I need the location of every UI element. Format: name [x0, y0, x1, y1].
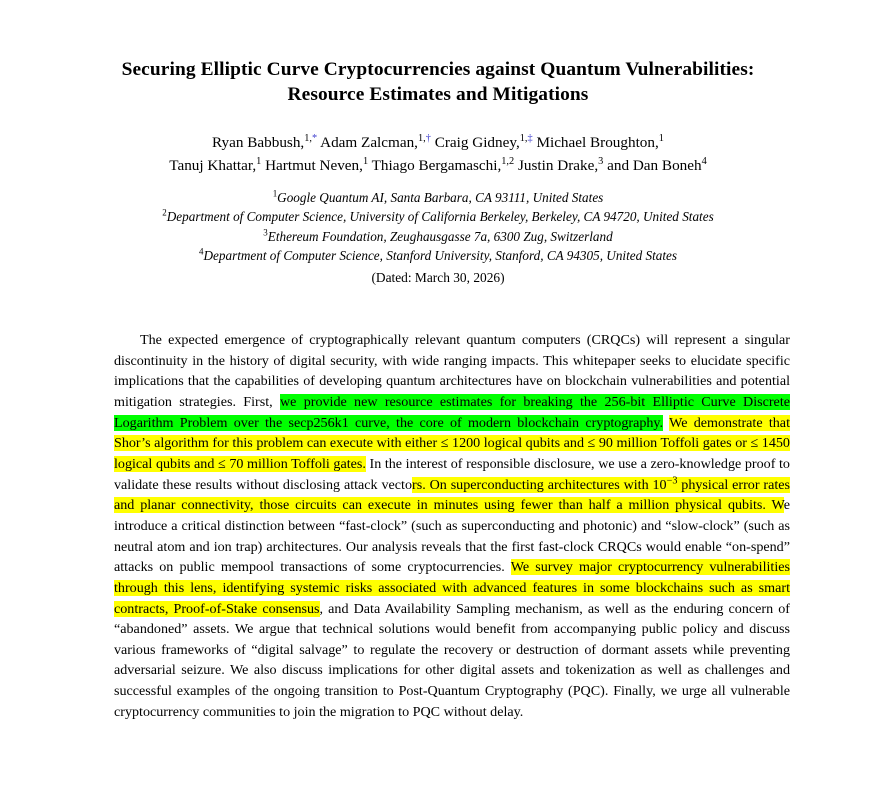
- abstract-segment-4: , and Data Availability Sampling mechanism, as well as the enduring concern of “abandoned” assets. We argue that technical solutions would benefit from accompanying public policy and discuss various frameworks of “digital salvage” to regulate the recovery or destruction of dormant assets while preventing adversarial seizure. We also discuss implications for other digital assets and tokenization as well as challenges and successful examples of the ongoing transition to Post-Quantum Cryptography (PQC). Finally, we urge all vulnerable cryptocurrency communities to join the migration to PQC without delay.: [114, 600, 790, 720]
- hl-text: rs. On superconducting architectures with 10: [412, 476, 667, 493]
- affiliation-text: Department of Computer Science, University of California Berkeley, Berkeley, CA 94720, United States: [166, 209, 714, 225]
- author-affil-sup: 4: [701, 155, 707, 167]
- title-block: [0, 0, 876, 108]
- author-name: Justin Drake,: [517, 156, 599, 174]
- affiliation-item: [18, 227, 858, 246]
- affiliation-text: Ethereum Foundation, Zeughausgasse 7a, 6300 Zug, Switzerland: [267, 228, 613, 244]
- author-affil-sup: 1: [658, 132, 664, 144]
- footnote-marker-asterisk[interactable]: *: [311, 132, 318, 144]
- highlight-green-resource-estimates: we provide new resource estimates for breaking the 256-bit Elliptic Curve Discrete Logarithm Problem over the secp256k1 curve, the core of modern blockchain cryptography.: [114, 394, 790, 431]
- author-entry: [169, 157, 261, 174]
- title-line-1: Securing Elliptic Curve Cryptocurrencies against Quantum Vulnerabilities:: [121, 59, 755, 80]
- author-name: and Dan Boneh: [607, 156, 702, 174]
- affiliation-item: [18, 246, 858, 265]
- author-entry: [372, 157, 515, 174]
- affiliation-index: 4: [199, 246, 204, 257]
- footnote-marker-double-dagger[interactable]: ‡: [527, 132, 533, 144]
- affiliation-index: 3: [263, 227, 268, 238]
- author-entry: [265, 157, 368, 174]
- affiliation-list: [0, 177, 876, 288]
- hl-text: 1200 logical qubits and: [448, 435, 588, 452]
- author-affil-sup: 1,2: [501, 155, 515, 167]
- author-affil-sup: 1: [362, 155, 369, 167]
- hl-text: physical error rates and planar connectivity, those circuits can execute in minutes using fewer than half a million physical qubits. W: [114, 476, 790, 514]
- page-title: [68, 58, 808, 108]
- author-affil-sup: 1: [256, 155, 262, 167]
- author-list: [0, 108, 876, 177]
- affiliation-text: Department of Computer Science, Stanford University, Stanford, CA 94305, United States: [203, 248, 677, 264]
- affiliation-index: 1: [272, 188, 278, 199]
- author-name: Thiago Bergamaschi,: [371, 156, 502, 174]
- author-entry: [518, 157, 603, 174]
- less-equal-symbol: ≤: [750, 435, 759, 452]
- author-affil-sup: 1,: [417, 132, 426, 144]
- author-name: Hartmut Neven,: [265, 156, 363, 174]
- exponent-minus-three: −3: [666, 474, 678, 486]
- abstract-segment-1: The expected emergence of cryptographically relevant quantum computers (CRQCs) will represent a singular discontinuity in the history of digital security, with wide ranging impacts. This whitepaper seeks to elucidate specific implications that the capabilities of developing quantum architectures have on blockchain vulnerabilities and potential mitigation strategies. First,: [114, 332, 790, 411]
- author-entry: [536, 134, 664, 151]
- affiliation-text: Google Quantum AI, Santa Barbara, CA 93111, United States: [277, 189, 604, 205]
- author-name: Michael Broughton,: [536, 133, 659, 151]
- hl-text: 1450 logical qubits and: [114, 435, 790, 473]
- hl-text: 70 million Toffoli gates.: [225, 456, 366, 473]
- author-affil-sup: 3: [598, 155, 604, 167]
- affiliation-item: [18, 207, 858, 226]
- author-name: Tanuj Khattar,: [169, 156, 257, 174]
- author-affil-sup: 1,: [304, 132, 312, 144]
- affiliation-item: [18, 188, 858, 207]
- abstract-segment-3: e introduce a critical distinction between “fast-clock” (such as superconducting and photonic) and “slow-clock” (such as neutral atom and ion trap) architectures. Our analysis reveals that the first fast-clock CRQCs would enable “on-spend” attacks on public mempool transactions of some cryptocurrencies.: [114, 497, 790, 576]
- author-line-1: [40, 131, 836, 154]
- less-equal-symbol: ≤: [587, 435, 596, 452]
- abstract-paragraph: [114, 330, 790, 722]
- affiliation-index: 2: [162, 207, 167, 218]
- date-line: (Dated: March 30, 2026): [371, 270, 505, 286]
- author-name: Craig Gidney,: [434, 133, 520, 151]
- abstract-segment-2: In the interest of responsible disclosure, we use a zero-knowledge proof to validate these results without disclosing attack vecto: [114, 456, 790, 493]
- author-affil-sup: 1,: [519, 132, 528, 144]
- abstract-block: [0, 288, 876, 722]
- footnote-marker-dagger[interactable]: †: [425, 132, 431, 144]
- author-entry: [435, 134, 533, 151]
- author-name: Ryan Babbush,: [212, 133, 305, 151]
- author-name: Adam Zalcman,: [320, 133, 418, 151]
- less-equal-symbol: ≤: [440, 435, 449, 452]
- less-equal-symbol: ≤: [217, 456, 226, 473]
- hl-text: 90 million Toffoli gates or: [595, 435, 751, 452]
- title-line-2: Resource Estimates and Mitigations: [287, 83, 589, 105]
- author-entry: [212, 134, 317, 151]
- highlight-yellow-vulnerability-survey: We survey major cryptocurrency vulnerabilities through this lens, identifying systemic risks associated with advanced features in some blockchains such as smart contracts, Proof-of-Stake consensus: [114, 559, 790, 617]
- author-line-2: [40, 154, 836, 177]
- hl-text: We demonstrate that Shor’s algorithm for this problem can execute with either: [114, 414, 790, 452]
- author-entry: [607, 157, 707, 174]
- author-entry: [320, 134, 431, 151]
